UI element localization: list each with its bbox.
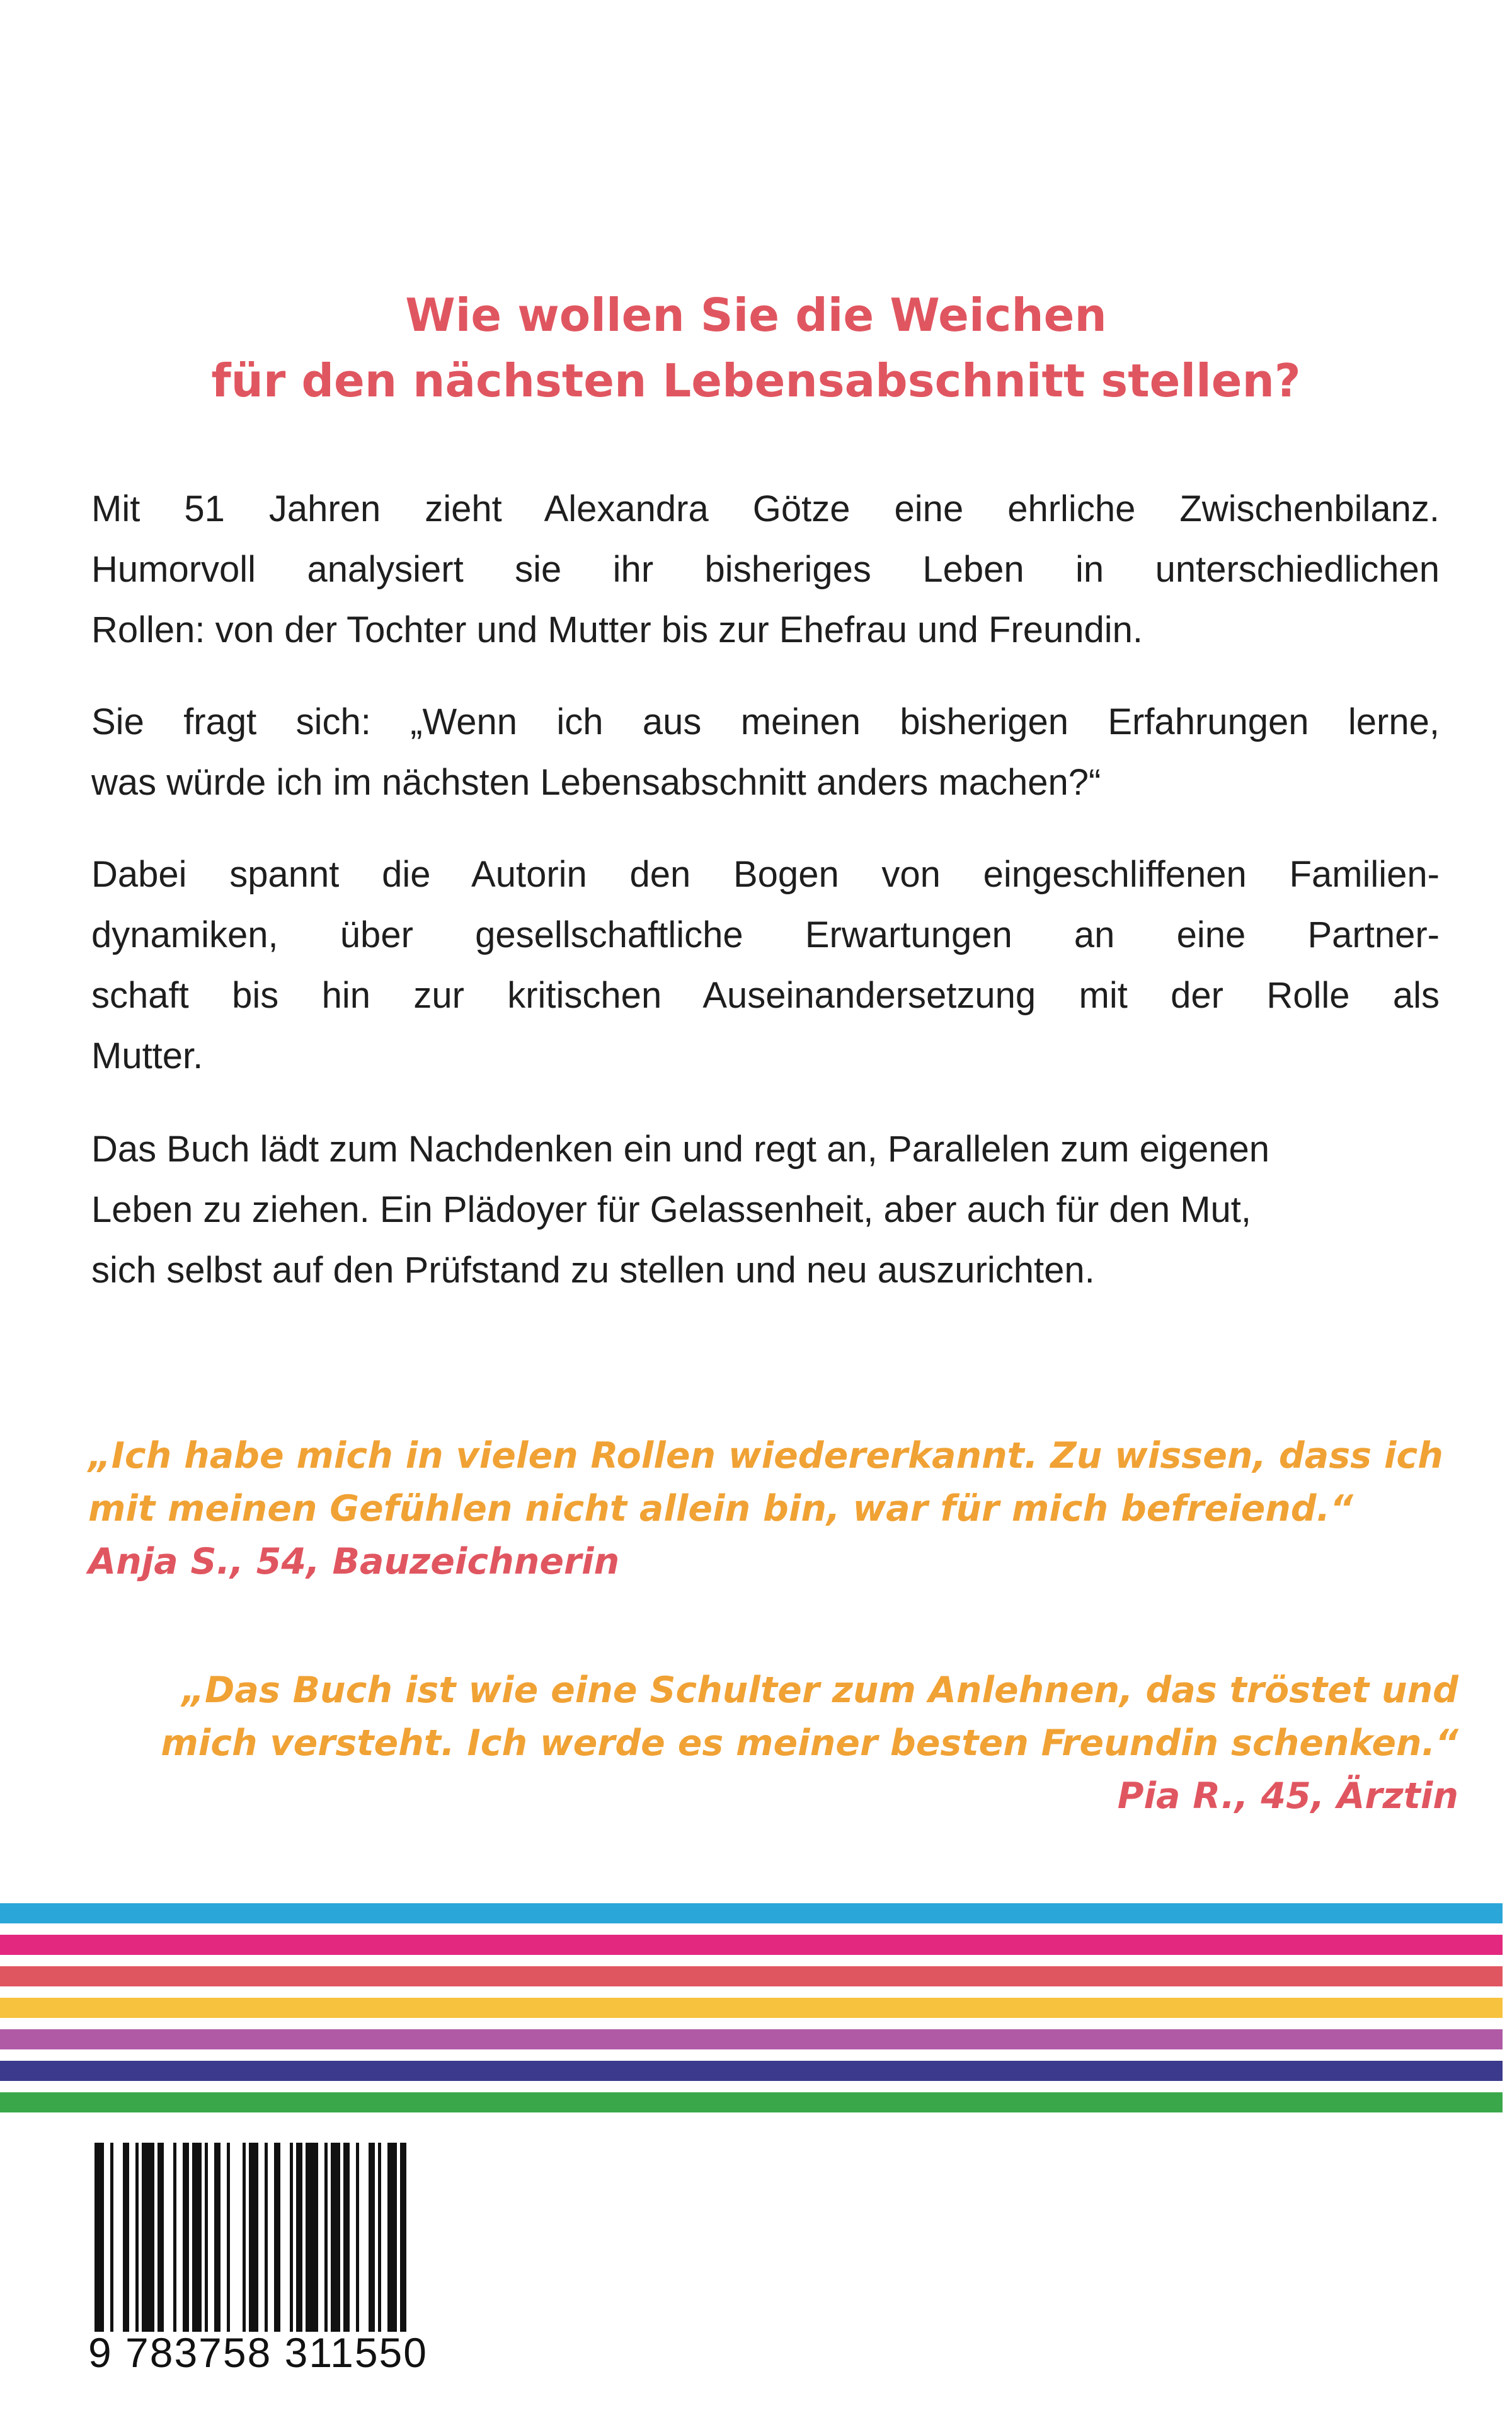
barcode-bar — [343, 2143, 350, 2332]
paragraph-line: was würde ich im nächsten Lebensabschnitt anders machen?“ — [91, 762, 1101, 803]
barcode-bar — [183, 2143, 189, 2332]
barcode-bar — [274, 2143, 280, 2332]
barcode-bar — [135, 2143, 139, 2332]
paragraph-line: Dabei spannt die Autorin den Bogen von eingeschliffenen Familien- — [91, 854, 1440, 895]
barcode-bar — [214, 2143, 220, 2332]
color-stripe — [0, 1998, 1503, 2018]
testimonial-author: Anja S., 54, Bauzeichnerin — [88, 1541, 620, 1582]
color-stripe — [0, 2061, 1503, 2081]
paragraph-line: Leben zu ziehen. Ein Plädoyer für Gelassenheit, aber auch für den Mut, — [91, 1189, 1252, 1230]
testimonial-quote-line: mich versteht. Ich werde es meiner besten Freundin schenken.“ — [161, 1722, 1458, 1764]
barcode-bar — [331, 2143, 340, 2332]
testimonial-quote-line: „Das Buch ist wie eine Schulter zum Anlehnen, das tröstet und — [181, 1669, 1458, 1711]
barcode-bar — [94, 2143, 104, 2332]
barcode-bar — [296, 2143, 302, 2332]
barcode-bar — [356, 2143, 359, 2332]
barcode-bar — [192, 2143, 202, 2332]
color-stripe — [0, 1935, 1503, 1955]
paragraph-1 — [91, 479, 1440, 660]
paragraph-line: Mutter. — [91, 1035, 203, 1076]
paragraph-2 — [91, 692, 1440, 813]
paragraph-line: sich selbst auf den Prüfstand zu stellen und neu auszurichten. — [91, 1250, 1095, 1291]
testimonial-quote-line: „Ich habe mich in vielen Rollen wiedererkannt. Zu wissen, dass ich — [88, 1435, 1443, 1477]
barcode-bar — [173, 2143, 176, 2332]
isbn-number: 9 783758 311550 — [88, 2329, 428, 2376]
headline-line-2: für den nächsten Lebensabschnitt stellen? — [211, 354, 1301, 407]
testimonial-author: Pia R., 45, Ärztin — [1117, 1775, 1458, 1817]
paragraph-line: Sie fragt sich: „Wenn ich aus meinen bisherigen Erfahrungen lerne, — [91, 701, 1440, 742]
barcode-bar — [324, 2143, 328, 2332]
barcode-bar — [158, 2143, 164, 2332]
barcode-bars — [88, 2143, 416, 2332]
barcode-bar — [205, 2143, 208, 2332]
barcode-bar — [290, 2143, 293, 2332]
testimonial-quote-line: mit meinen Gefühlen nicht allein bin, war für mich befreiend.“ — [88, 1488, 1353, 1530]
color-stripe — [0, 1903, 1503, 1923]
paragraph-line: Das Buch lädt zum Nachdenken ein und regt an, Parallelen zum eigenen — [91, 1129, 1270, 1170]
color-stripe — [0, 2029, 1503, 2049]
testimonial-2 — [161, 1664, 1458, 1823]
headline — [0, 282, 1512, 413]
barcode-bar — [400, 2143, 406, 2332]
barcode-bar — [265, 2143, 268, 2332]
barcode-bar — [378, 2143, 381, 2332]
barcode-bar — [142, 2143, 154, 2332]
paragraph-line: Humorvoll analysiert sie ihr bisheriges Leben in unterschiedlichen — [91, 549, 1440, 590]
barcode-bar — [387, 2143, 397, 2332]
paragraph-4 — [91, 1119, 1440, 1301]
paragraph-line: schaft bis hin zur kritischen Auseinandersetzung mit der Rolle als — [91, 975, 1440, 1016]
barcode-bar — [243, 2143, 246, 2332]
barcode-bar — [227, 2143, 230, 2332]
color-stripe — [0, 1966, 1503, 1986]
paragraph-3 — [91, 844, 1440, 1086]
paragraph-line: Mit 51 Jahren zieht Alexandra Götze eine ehrliche Zwischenbilanz. — [91, 488, 1440, 529]
barcode-bar — [123, 2143, 129, 2332]
paragraph-line: Rollen: von der Tochter und Mutter bis zur Ehefrau und Freundin. — [91, 609, 1143, 650]
headline-line-1: Wie wollen Sie die Weichen — [405, 289, 1107, 342]
barcode-bar — [306, 2143, 318, 2332]
barcode-bar — [369, 2143, 375, 2332]
barcode-bar — [249, 2143, 258, 2332]
color-stripe — [0, 2092, 1503, 2112]
barcode-bar — [110, 2143, 113, 2332]
paragraph-line: dynamiken, über gesellschaftliche Erwartungen an eine Partner- — [91, 914, 1440, 955]
testimonial-1 — [88, 1429, 1443, 1588]
